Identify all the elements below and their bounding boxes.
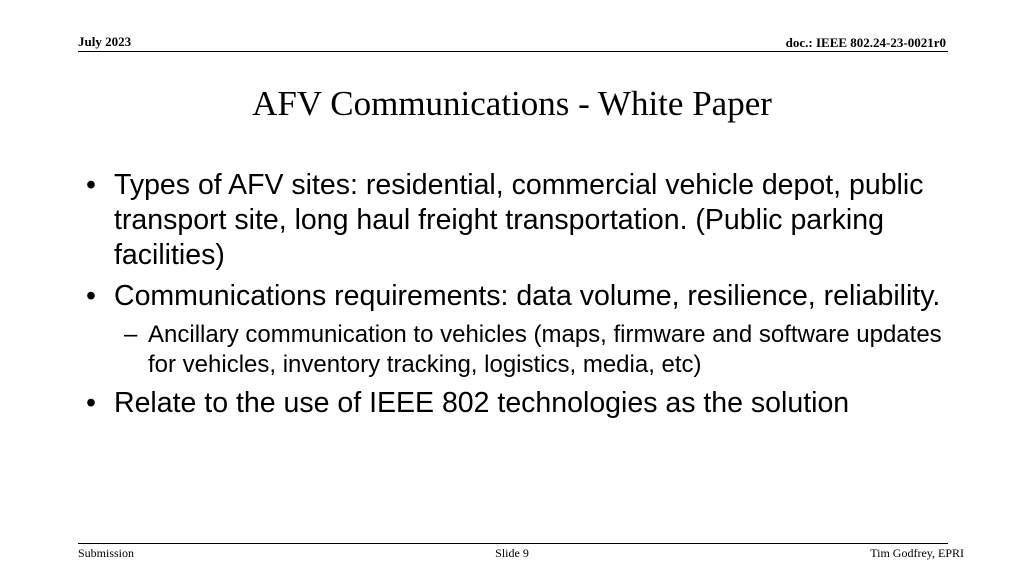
bullet-icon: • [86, 169, 96, 201]
bullet-text: Relate to the use of IEEE 802 technologies as the solution [114, 387, 850, 419]
slide-body [84, 168, 964, 427]
bullet-item [84, 386, 964, 421]
bullet-text: Communications requirements: data volume, resilience, reliability. [114, 280, 941, 312]
sub-bullet-item [84, 320, 964, 380]
bullet-icon: • [86, 280, 96, 312]
footer-author: Tim Godfrey, EPRI [870, 546, 964, 560]
slide-title: AFV Communications - White Paper [252, 84, 772, 123]
footer-divider [78, 543, 948, 544]
footer-slide-number: Slide 9 [495, 546, 529, 560]
header-doc-id: doc.: IEEE 802.24-23-0021r0 [785, 35, 946, 50]
sub-bullet-text: Ancillary communication to vehicles (maps, firmware and software updates for vehicles, inventory tracking, logistics, media, etc) [148, 321, 942, 378]
footer-submission: Submission [78, 546, 135, 560]
header-divider [78, 51, 948, 52]
bullet-text: Types of AFV sites: residential, commercial vehicle depot, public transport site, long haul freight transportation. (Public parking facilities) [114, 169, 924, 271]
bullet-item [84, 168, 964, 273]
dash-icon: – [124, 321, 138, 348]
bullet-icon: • [86, 387, 96, 419]
header-date: July 2023 [78, 34, 132, 49]
bullet-item [84, 279, 964, 314]
